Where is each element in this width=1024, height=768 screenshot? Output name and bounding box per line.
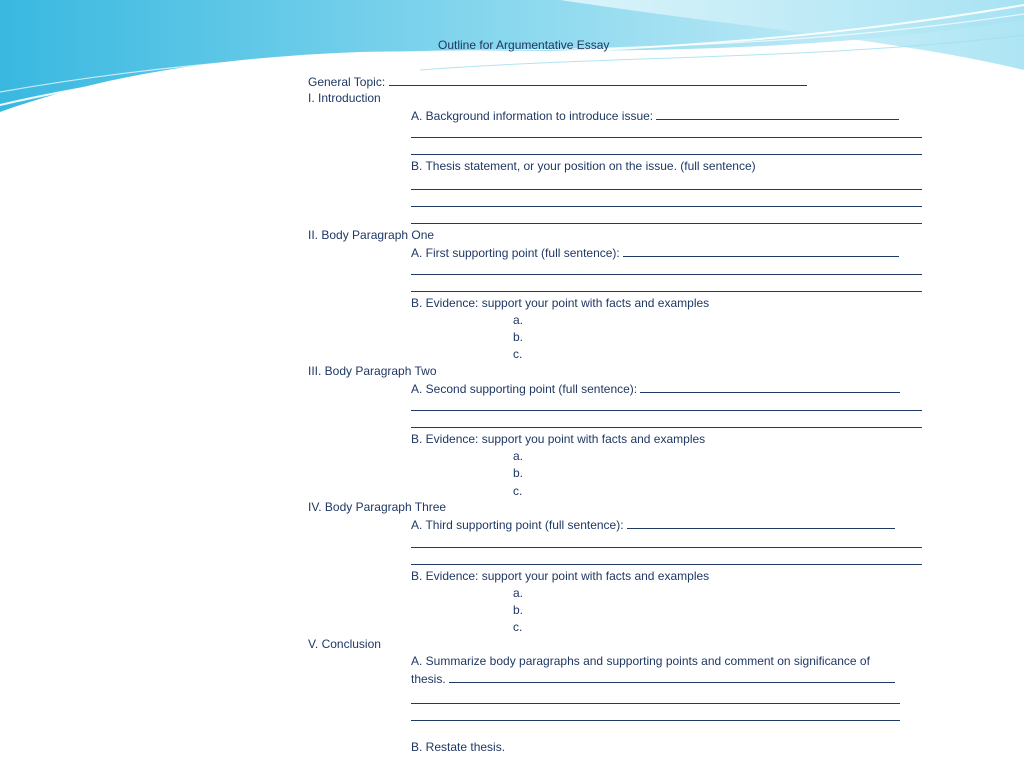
conclusion-b-label: B. Restate thesis. <box>411 740 506 754</box>
body3-item-a: a. <box>513 586 524 600</box>
body1-a-row <box>411 245 899 261</box>
body2-a-line-3[interactable] <box>411 427 922 428</box>
conclusion-heading: V. Conclusion <box>308 637 381 651</box>
body1-a-line-3[interactable] <box>411 291 922 292</box>
intro-b-line-1[interactable] <box>411 189 922 190</box>
body2-item-a: a. <box>513 449 524 463</box>
body3-a-line-3[interactable] <box>411 564 922 565</box>
body2-a-line-2[interactable] <box>411 410 922 411</box>
body3-item-b: b. <box>513 603 524 617</box>
intro-a-line-2[interactable] <box>411 137 922 138</box>
intro-b-label: B. Thesis statement, or your position on the issue. (full sentence) <box>411 159 756 173</box>
conclusion-a-line-3[interactable] <box>411 720 900 721</box>
conclusion-a-blank[interactable] <box>449 671 895 683</box>
conclusion-a-line-2[interactable] <box>411 703 900 704</box>
body2-a-blank[interactable] <box>640 381 900 393</box>
body3-b-label: B. Evidence: support your point with facts and examples <box>411 569 710 583</box>
body3-a-blank[interactable] <box>627 517 895 529</box>
body1-a-label: A. First supporting point (full sentence): <box>411 246 620 260</box>
general-topic-label: General Topic: <box>308 75 386 89</box>
body2-b-label: B. Evidence: support you point with facts and examples <box>411 432 706 446</box>
conclusion-a-label-line2: thesis. <box>411 672 446 686</box>
body1-a-line-2[interactable] <box>411 274 922 275</box>
body2-heading: III. Body Paragraph Two <box>308 364 437 378</box>
page-title: Outline for Argumentative Essay <box>438 38 610 52</box>
intro-a-label: A. Background information to introduce issue: <box>411 109 654 123</box>
body3-item-c: c. <box>513 620 523 634</box>
intro-heading: I. Introduction <box>308 91 381 105</box>
body1-item-a: a. <box>513 313 524 327</box>
general-topic-blank[interactable] <box>389 74 807 86</box>
body3-a-row <box>411 517 895 533</box>
body3-heading: IV. Body Paragraph Three <box>308 500 447 514</box>
intro-a-row <box>411 108 899 124</box>
body2-item-b: b. <box>513 466 524 480</box>
body2-item-c: c. <box>513 484 523 498</box>
general-topic-row <box>308 74 807 90</box>
body2-a-label: A. Second supporting point (full sentence): <box>411 382 638 396</box>
intro-a-line-3[interactable] <box>411 154 922 155</box>
body2-a-row <box>411 381 900 397</box>
body1-heading: II. Body Paragraph One <box>308 228 435 242</box>
intro-b-line-3[interactable] <box>411 223 922 224</box>
body3-a-label: A. Third supporting point (full sentence): <box>411 518 624 532</box>
body1-b-label: B. Evidence: support your point with facts and examples <box>411 296 710 310</box>
body3-a-line-2[interactable] <box>411 547 922 548</box>
body1-item-b: b. <box>513 330 524 344</box>
body1-item-c: c. <box>513 347 523 361</box>
conclusion-a-label-line1: A. Summarize body paragraphs and supporting points and comment on significance of <box>411 654 870 668</box>
conclusion-a-row <box>411 671 895 687</box>
intro-a-blank[interactable] <box>656 108 899 120</box>
body1-a-blank[interactable] <box>623 245 899 257</box>
intro-b-line-2[interactable] <box>411 206 922 207</box>
